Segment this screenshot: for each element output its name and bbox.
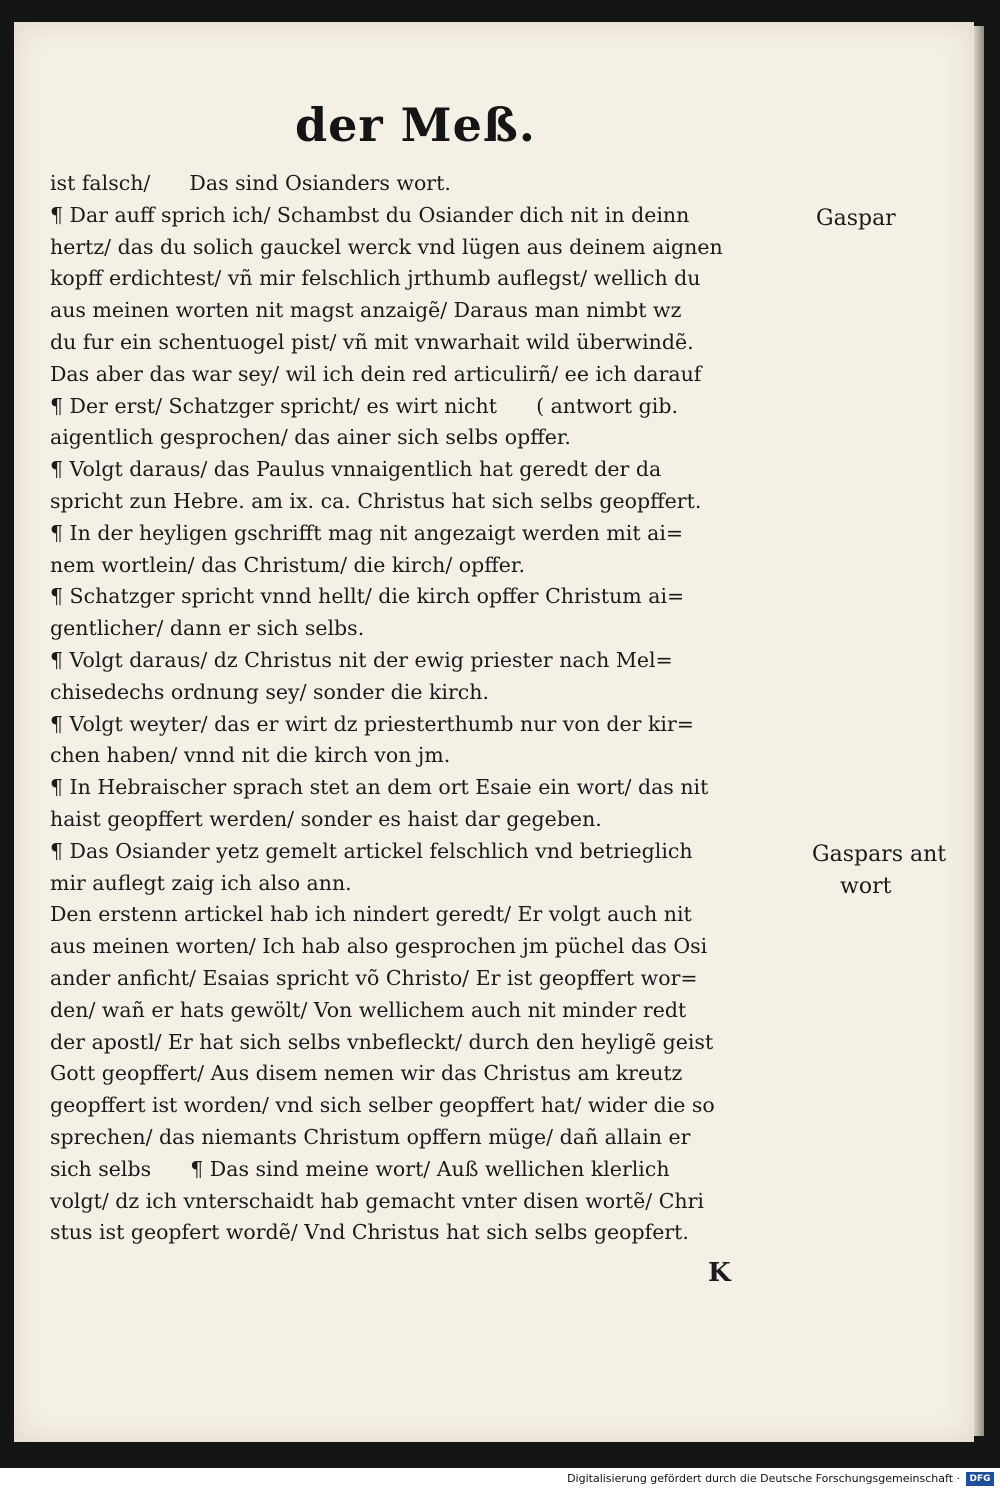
text-line: du fur ein schentuogel pist/ vñ mit vnwarhait wild überwindẽ. bbox=[50, 329, 694, 354]
text-line: spricht zun Hebre. am ix. ca. Christus hat sich selbs geopffert. bbox=[50, 488, 702, 513]
text-line: ist falsch/ Das sind Osianders wort. bbox=[50, 171, 451, 195]
text-line: stus ist geopfert wordẽ/ Vnd Christus hat sich selbs geopfert. bbox=[50, 1220, 689, 1245]
dfg-logo[interactable]: DFG bbox=[966, 1472, 994, 1486]
text-line: gentlicher/ dann er sich selbs. bbox=[50, 616, 365, 641]
text-line: ¶ In Hebraischer sprach stet an dem ort Esaie ein wort/ das nit bbox=[50, 775, 709, 800]
text-line: Gott geopffert/ Aus disem nemen wir das Christus am kreutz bbox=[50, 1061, 683, 1086]
text-line: ¶ Dar auff sprich ich/ Schambst du Osiander dich nit in deinn bbox=[50, 202, 690, 227]
footer-credit: Digitalisierung gefördert durch die Deutsche Forschungsgemeinschaft · bbox=[567, 1472, 960, 1485]
page-edge bbox=[974, 26, 984, 1436]
text-line: ¶ Der erst/ Schatzger spricht/ es wirt nicht ( antwort gib. bbox=[50, 393, 679, 418]
text-line: volgt/ dz ich vnterschaidt hab gemacht vnter disen wortẽ/ Chri bbox=[50, 1188, 704, 1213]
text-line: aus meinen worten nit magst anzaigẽ/ Daraus man nimbt wz bbox=[50, 298, 682, 323]
text-line: der apostl/ Er hat sich selbs vnbefleckt/ durch den heyligẽ geist bbox=[50, 1029, 714, 1054]
text-line: ander anficht/ Esaias spricht võ Christo/ Er ist geopffert wor= bbox=[50, 965, 698, 990]
text-line: ¶ Volgt daraus/ dz Christus nit der ewig priester nach Mel= bbox=[50, 647, 673, 672]
text-line: chisedechs ordnung sey/ sonder die kirch. bbox=[50, 679, 489, 704]
text-line: sich selbs ¶ Das sind meine wort/ Auß wellichen klerlich bbox=[50, 1156, 670, 1181]
text-line: nem wortlein/ das Christum/ die kirch/ opffer. bbox=[50, 552, 525, 577]
text-line: sprechen/ das niemants Christum opffern müge/ dañ allain er bbox=[50, 1124, 691, 1149]
text-line: aigentlich gesprochen/ das ainer sich selbs opffer. bbox=[50, 425, 571, 450]
text-line: hertz/ das du solich gauckel werck vnd lügen aus deinem aignen bbox=[50, 234, 723, 259]
text-line: ¶ In der heyligen gschrifft mag nit angezaigt werden mit ai= bbox=[50, 520, 684, 545]
text-line: chen haben/ vnnd nit die kirch von jm. bbox=[50, 743, 451, 768]
text-line: ¶ Volgt daraus/ das Paulus vnnaigentlich hat geredt der da bbox=[50, 457, 662, 482]
text-line: mir auflegt zaig ich also ann. bbox=[50, 870, 352, 895]
text-block bbox=[50, 168, 810, 1249]
signature-mark: K bbox=[708, 1258, 731, 1288]
marginal-note: Gaspar bbox=[816, 206, 896, 231]
text-line: kopff erdichtest/ vñ mir felschlich jrthumb auflegst/ wellich du bbox=[50, 266, 701, 291]
running-head: der Meß. bbox=[295, 98, 536, 152]
text-line: haist geopffert werden/ sonder es haist dar gegeben. bbox=[50, 806, 602, 831]
text-line: Das aber das war sey/ wil ich dein red articulirñ/ ee ich darauf bbox=[50, 361, 702, 386]
text-line: Den erstenn artickel hab ich nindert geredt/ Er volgt auch nit bbox=[50, 902, 692, 927]
text-line: ¶ Volgt weyter/ das er wirt dz priesterthumb nur von der kir= bbox=[50, 711, 694, 736]
marginal-note: Gaspars ant bbox=[812, 842, 947, 867]
text-line: ¶ Schatzger spricht vnnd hellt/ die kirch opffer Christum ai= bbox=[50, 584, 685, 609]
text-line: ¶ Das Osiander yetz gemelt artickel felschlich vnd betrieglich bbox=[50, 838, 693, 863]
text-line: geopffert ist worden/ vnd sich selber geopffert hat/ wider die so bbox=[50, 1093, 715, 1118]
text-line: den/ wañ er hats gewölt/ Von wellichem auch nit minder redt bbox=[50, 997, 687, 1022]
text-line: aus meinen worten/ Ich hab also gesprochen jm püchel das Osi bbox=[50, 934, 708, 959]
marginal-note: wort bbox=[840, 874, 892, 899]
footer-bar bbox=[0, 1468, 1000, 1491]
